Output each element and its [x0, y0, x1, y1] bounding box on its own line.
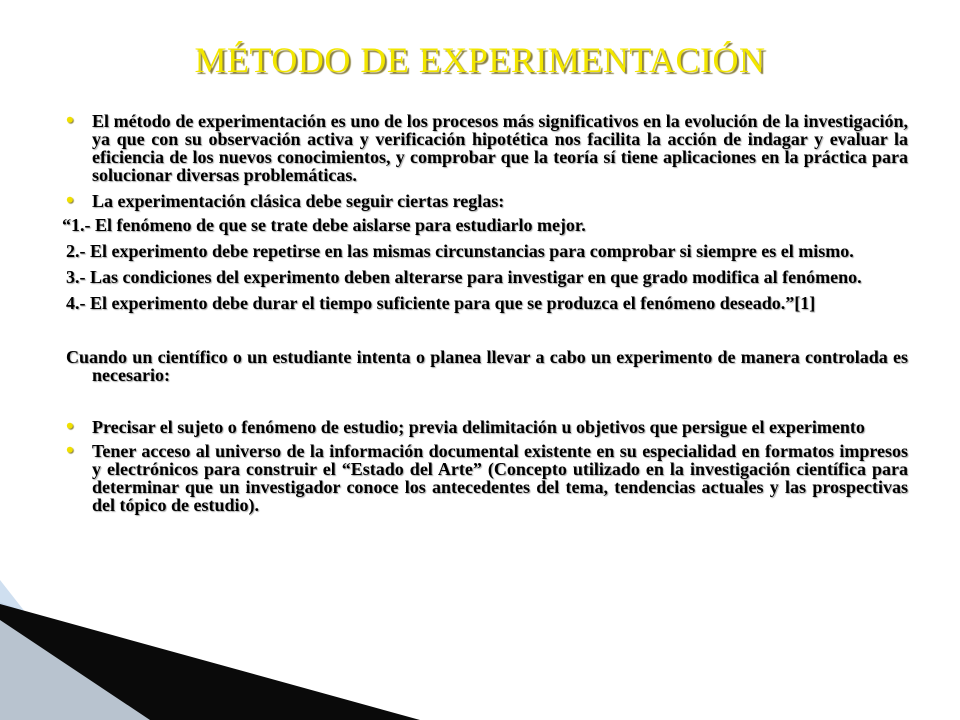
paragraph-rules-intro: • La experimentación clásica debe seguir ciertas reglas: — [62, 192, 908, 210]
slide-title: MÉTODO DE EXPERIMENTACIÓN — [194, 40, 766, 80]
paragraph-intro: • El método de experimentación es uno de los procesos más significativos en la evolución de la investigación, ya que con su observación activa y verificación hipotética nos facilita la acción de indagar y evaluar la eficiencia de los nuevos conocimientos, y comprobar que la teoría sí tiene aplicaciones en la práctica para solucionar diversas problemáticas. — [62, 112, 908, 184]
paragraph-precisar-text: Precisar el sujeto o fenómeno de estudio; previa delimitación u objetivos que persigue el experimento — [92, 417, 865, 437]
corner-decoration — [0, 580, 420, 720]
rule-4: 4.- El experimento debe durar el tiempo suficiente para que se produzca el fenómeno deseado.”[1] — [66, 293, 816, 313]
slide-body — [62, 112, 908, 514]
paragraph-precisar — [62, 418, 908, 436]
rule-3: 3.- Las condiciones del experimento deben alterarse para investigar en que grado modifica al fenómeno. — [66, 267, 862, 287]
paragraph-controlled: Cuando un científico o un estudiante intenta o planea llevar a cabo un experimento de manera controlada es necesario: — [66, 347, 908, 385]
rule-1: “1.- El fenómeno de que se trate debe aislarse para estudiarlo mejor. — [62, 215, 586, 235]
rule-2: 2.- El experimento debe repetirse en las mismas circunstancias para comprobar si siempre es el mismo. — [66, 241, 854, 261]
paragraph-acceso: • Tener acceso al universo de la información documental existente en su especialidad en formatos impresos y electrónicos para construir el “Estado del Arte” (Concepto utilizado en la investigación científica para determinar que un investigador conoce los antecedentes del tema, tendencias actuales y las prospectivas del tópico de estudio). — [62, 442, 908, 514]
